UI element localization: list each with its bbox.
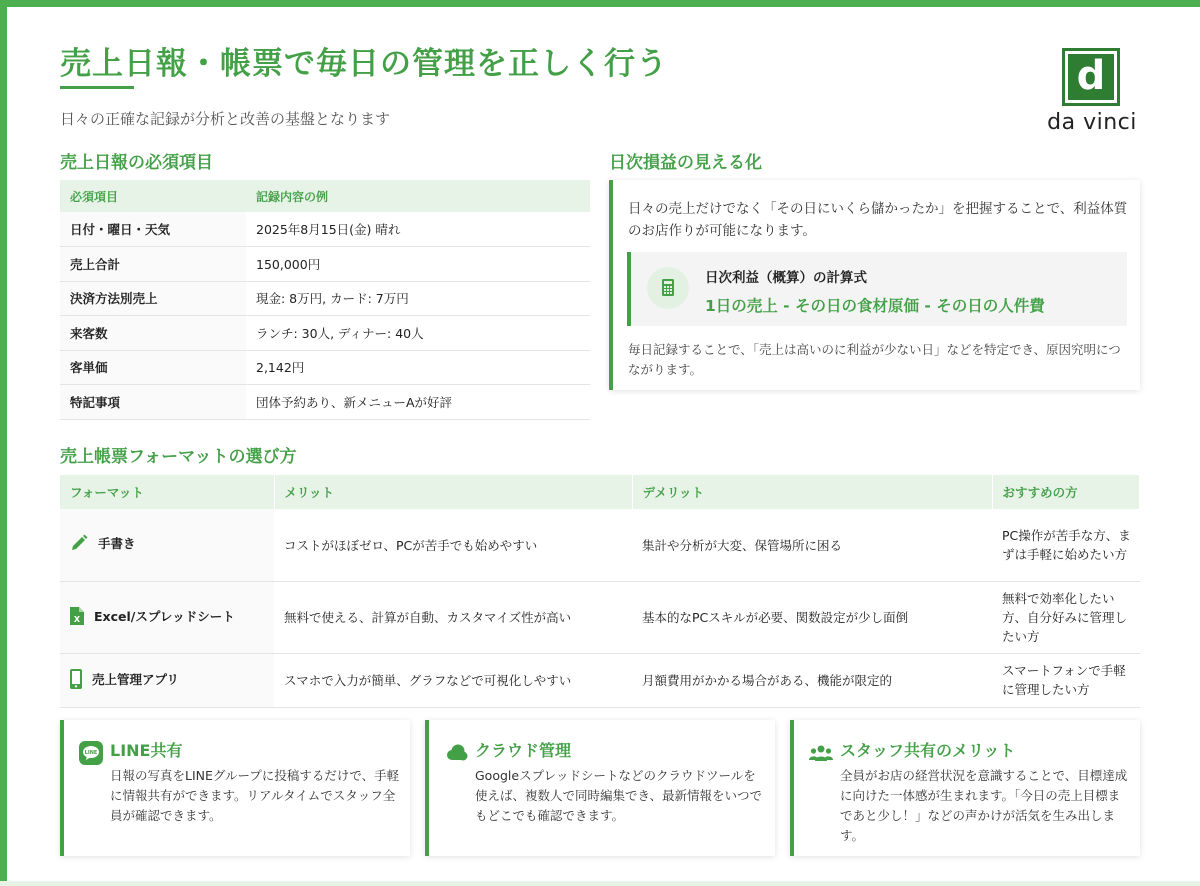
card-title: クラウド管理 bbox=[475, 741, 572, 760]
formats-title: 売上帳票フォーマットの選び方 bbox=[60, 447, 297, 467]
demerit-cell: 月額費用がかかる場合がある、機能が限定的 bbox=[632, 653, 992, 707]
table-row bbox=[60, 212, 590, 247]
cloud-icon bbox=[443, 740, 469, 766]
table-row bbox=[60, 247, 590, 282]
merit-cell: 無料で使える、計算が自動、カスタマイズ性が高い bbox=[274, 581, 632, 653]
col-header-item: 必須項目 bbox=[60, 180, 246, 212]
logo-text: da vinci bbox=[1047, 110, 1137, 135]
line-share-card bbox=[60, 720, 410, 856]
demerit-cell: 基本的なPCスキルが必要、関数設定が少し面倒 bbox=[632, 581, 992, 653]
recommend-cell: スマートフォンで手軽に管理したい方 bbox=[992, 653, 1140, 707]
page-title: 売上日報・帳票で毎日の管理を正しく行う bbox=[60, 46, 668, 82]
table-row bbox=[60, 581, 1140, 653]
merit-cell: コストがほぼゼロ、PCが苦手でも始めやすい bbox=[274, 509, 632, 581]
smartphone-icon bbox=[70, 669, 82, 692]
daily-pl-intro: 日々の売上だけでなく「その日にいくら儲かったか」を把握することで、利益体質のお店作りが可能になります。 bbox=[628, 201, 1128, 239]
da-vinci-logo bbox=[1040, 48, 1144, 138]
title-underline bbox=[60, 86, 134, 89]
users-icon bbox=[808, 740, 834, 766]
table-row bbox=[60, 385, 590, 420]
formula-title: 日次利益（概算）の計算式 bbox=[705, 270, 867, 286]
item-name: 売上合計 bbox=[60, 247, 246, 282]
col-header-example: 記録内容の例 bbox=[246, 180, 590, 212]
item-name: 日付・曜日・天気 bbox=[60, 212, 246, 247]
item-example: 現金: 8万円, カード: 7万円 bbox=[246, 281, 590, 316]
recommend-cell: PC操作が苦手な方、まずは手軽に始めたい方 bbox=[992, 509, 1140, 581]
item-example: 2025年8月15日(金) 晴れ bbox=[246, 212, 590, 247]
table-header-row bbox=[60, 475, 1140, 509]
line-icon bbox=[78, 740, 104, 766]
top-border bbox=[0, 0, 1200, 7]
formula-expression: 1日の売上 - その日の食材原価 - その日の人件費 bbox=[705, 297, 1045, 315]
merit-cell: スマホで入力が簡単、グラフなどで可視化しやすい bbox=[274, 653, 632, 707]
item-name: 客単価 bbox=[60, 350, 246, 385]
excel-file-icon bbox=[70, 607, 84, 628]
card-title: スタッフ共有のメリット bbox=[840, 741, 1016, 760]
table-row bbox=[60, 350, 590, 385]
daily-pl-title: 日次損益の見える化 bbox=[609, 153, 762, 173]
card-body: 日報の写真をLINEグループに投稿するだけで、手軽に情報共有ができます。リアルタイムでスタッフ全員が確認できます。 bbox=[110, 768, 400, 823]
item-name: 決済方法別売上 bbox=[60, 281, 246, 316]
daily-pl-card bbox=[609, 180, 1140, 390]
required-items-table bbox=[60, 180, 590, 420]
page-subtitle: 日々の正確な記録が分析と改善の基盤となります bbox=[60, 110, 391, 128]
table-row bbox=[60, 316, 590, 351]
logo-mark: d bbox=[1062, 48, 1120, 106]
table-row bbox=[60, 653, 1140, 707]
required-items-title: 売上日報の必須項目 bbox=[60, 153, 213, 173]
col-header-merit: メリット bbox=[274, 475, 632, 509]
table-row bbox=[60, 281, 590, 316]
col-header-recommend: おすすめの方 bbox=[992, 475, 1140, 509]
col-header-format: フォーマット bbox=[60, 475, 274, 509]
item-example: 2,142円 bbox=[246, 350, 590, 385]
formula-box bbox=[627, 252, 1127, 326]
item-example: 団体予約あり、新メニューAが好評 bbox=[246, 385, 590, 420]
card-body: 全員がお店の経営状況を意識することで、目標達成に向けた一体感が生まれます。「今日の売上目標まであと少し！」などの声かけが活気を生み出します。 bbox=[840, 768, 1128, 843]
formats-table bbox=[60, 475, 1140, 708]
svg-text:X: X bbox=[73, 614, 81, 624]
daily-pl-note: 毎日記録することで、「売上は高いのに利益が少ない日」などを特定でき、原因究明につながります。 bbox=[628, 342, 1121, 377]
calculator-icon bbox=[647, 267, 689, 309]
left-border bbox=[0, 0, 7, 886]
item-example: 150,000円 bbox=[246, 247, 590, 282]
format-name: 手書き bbox=[98, 536, 136, 552]
format-name: Excel/スプレッドシート bbox=[94, 608, 235, 624]
item-example: ランチ: 30人, ディナー: 40人 bbox=[246, 316, 590, 351]
staff-share-card bbox=[790, 720, 1140, 856]
svg-text:LINE: LINE bbox=[84, 750, 98, 756]
table-header-row bbox=[60, 180, 590, 212]
cloud-management-card bbox=[425, 720, 775, 856]
table-row bbox=[60, 509, 1140, 581]
pencil-icon bbox=[70, 534, 88, 555]
card-body: Googleスプレッドシートなどのクラウドツールを使えば、複数人で同時編集でき、最新情報をいつでもどこでも確認できます。 bbox=[475, 768, 763, 823]
item-name: 来客数 bbox=[60, 316, 246, 351]
recommend-cell: 無料で効率化したい方、自分好みに管理したい方 bbox=[992, 581, 1140, 653]
item-name: 特記事項 bbox=[60, 385, 246, 420]
bottom-border bbox=[0, 881, 1200, 886]
demerit-cell: 集計や分析が大変、保管場所に困る bbox=[632, 509, 992, 581]
format-cell bbox=[60, 509, 274, 581]
format-name: 売上管理アプリ bbox=[92, 671, 180, 687]
col-header-demerit: デメリット bbox=[632, 475, 992, 509]
format-cell bbox=[60, 653, 274, 707]
format-cell bbox=[60, 581, 274, 653]
card-title: LINE共有 bbox=[110, 741, 183, 760]
